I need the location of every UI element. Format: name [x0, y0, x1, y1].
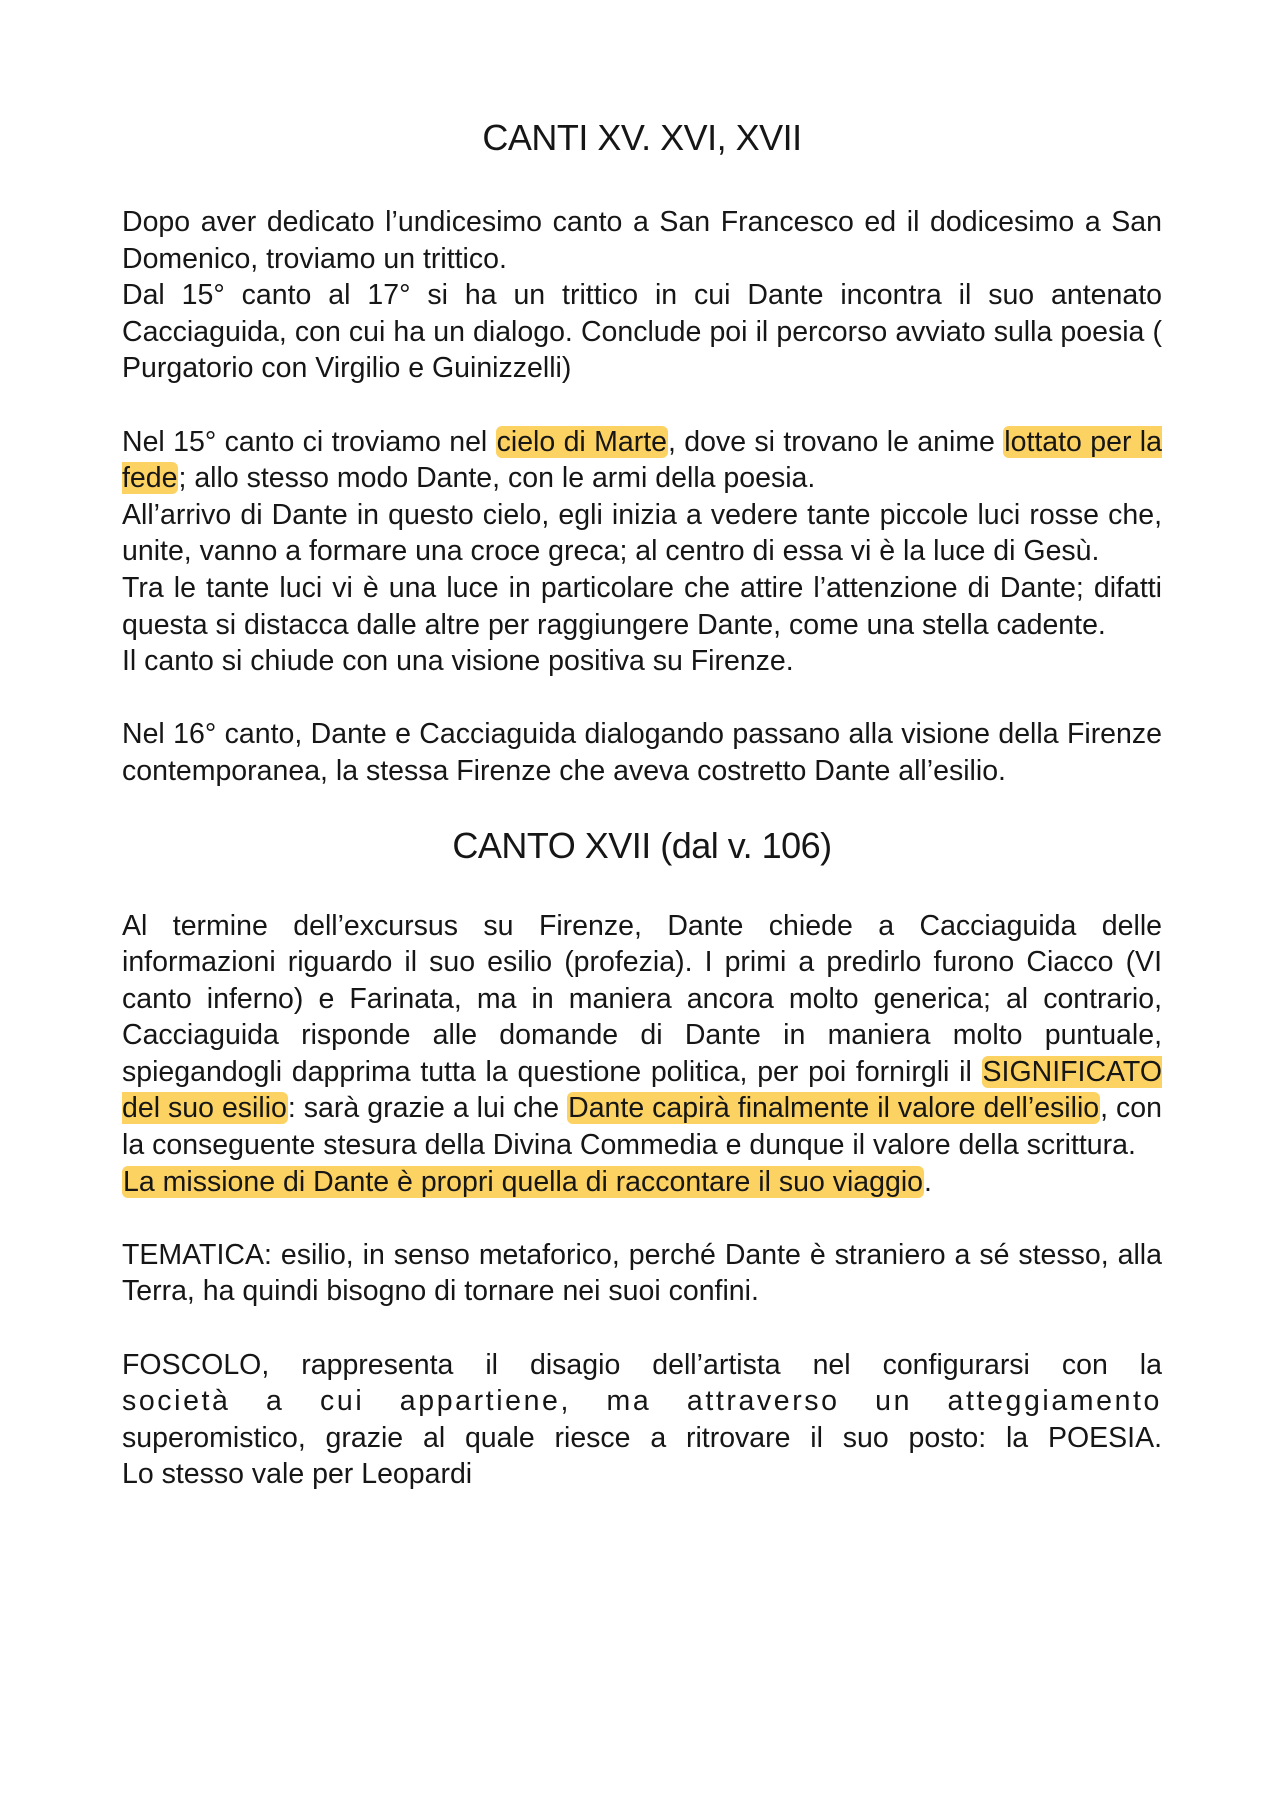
text-span: Nel 15° canto ci troviamo nel [122, 425, 496, 458]
page-title: CANTI XV. XVI, XVII [482, 117, 802, 158]
spacer [122, 1310, 1162, 1347]
text-span: , con la conseguente stesura della Divina Commedia e dunque il valore della scrittura. [122, 1092, 1163, 1162]
text-span: ; allo stesso modo Dante, con le armi della poesia. [178, 462, 816, 495]
canto15-paragraph-3: Tra le tante luci vi è una luce in particolare che attire l’attenzione di Dante; difatti questa si distacca dalle altre per raggiungere Dante, come una stella cadente. [122, 571, 1162, 641]
highlight-cielo-di-marte: cielo di Marte [496, 425, 667, 458]
highlight-valore-esilio: Dante capirà finalmente il valore dell’esilio [568, 1092, 1100, 1125]
intro-paragraph-1: Dopo aver dedicato l’undicesimo canto a San Francesco ed il dodicesimo a San Domenico, troviamo un trittico. [122, 206, 1162, 275]
highlight-lottato-per-la-fede: lottato per la fede [122, 425, 1162, 495]
spacer [122, 680, 1162, 717]
highlight-significato-esilio: SIGNIFICATO del suo esilio [122, 1055, 1162, 1125]
foscolo-line-1: FOSCOLO, rappresenta il disagio dell’artista nel configurarsi con la [122, 1348, 1162, 1381]
highlight-missione-di-dante: La missione di Dante è propri quella di raccontare il suo viaggio [123, 1165, 924, 1198]
canto15-paragraph-1 [122, 424, 1162, 497]
canto16-paragraph: Nel 16° canto, Dante e Cacciaguida dialogando passano alla visione della Firenze contemporanea, la stessa Firenze che aveva costretto Dante all’esilio. [122, 718, 1162, 787]
spacer [122, 1200, 1162, 1237]
text-span: . [924, 1165, 932, 1198]
canto17-paragraph [122, 908, 1162, 1164]
foscolo-line-2: società a cui appartiene, ma attraverso un atteggiamento [122, 1385, 1162, 1418]
tematica-paragraph: TEMATICA: esilio, in senso metaforico, perché Dante è straniero a sé stesso, alla Terra, ha quindi bisogno di tornare nei suoi confini. [122, 1238, 1162, 1308]
foscolo-line-3: superomistico, grazie al quale riesce a ritrovare il suo posto: la POESIA. [122, 1421, 1162, 1454]
section-subtitle: CANTO XVII (dal v. 106) [452, 824, 832, 866]
spacer [122, 387, 1162, 424]
foscolo-line-4: Lo stesso vale per Leopardi [122, 1458, 473, 1491]
canto15-paragraph-2: All’arrivo di Dante in questo cielo, egli inizia a vedere tante piccole luci rosse che, unite, vanno a formare una croce greca; al centro di essa vi è la luce di Gesù. [122, 498, 1162, 568]
canto15-paragraph-4: Il canto si chiude con una visione positiva su Firenze. [122, 645, 794, 678]
document-page [122, 118, 1162, 1493]
canto17-mission-line [122, 1164, 1162, 1201]
text-span: : sarà grazie a lui che [287, 1092, 568, 1125]
intro-paragraph-2: Dal 15° canto al 17° si ha un trittico in cui Dante incontra il suo antenato Cacciaguida, con cui ha un dialogo. Conclude poi il percorso avviato sulla poesia ( Purgatorio con Virgilio e Guinizzelli) [122, 279, 1162, 385]
text-span: Al termine dell’excursus su Firenze, Dante chiede a Cacciaguida delle informazioni riguardo il suo esilio (profezia). I primi a predirlo furono Ciacco (VI canto inferno) e Farinata, ma in maniera ancora molto generica; al contrario, Cacciaguida risponde alle domande di Dante in maniera molto puntuale, spiegandogli dapprima tutta la questione politica, per poi fornirgli il [122, 909, 1162, 1088]
text-span: , dove si trovano le anime [667, 425, 1004, 458]
